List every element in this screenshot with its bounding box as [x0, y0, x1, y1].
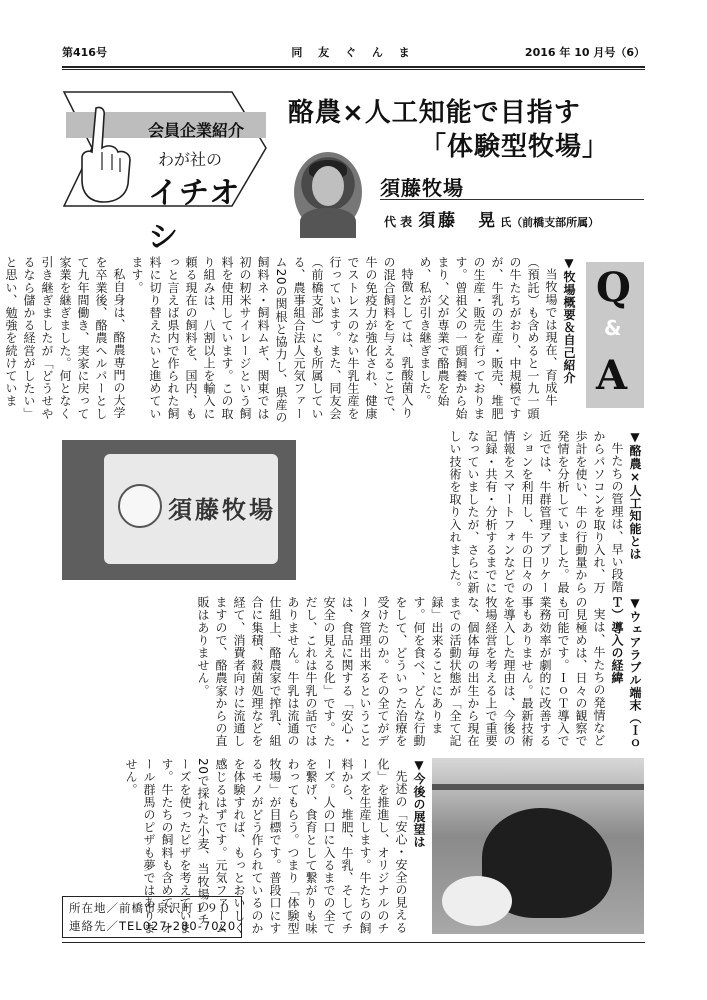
- section-heading: ▼酪農×人工知能とは: [628, 430, 642, 560]
- qa-block: [586, 262, 644, 408]
- paragraph: 私自身は、酪農専門の大学を卒業後、酪農ヘルパーとして九年間働き、実家に戻って家業を継ぎました。何となく引き継ぎましたが「どうせやるなら儲かる経営がしたい」と思い、勉強を続けていま: [4, 256, 126, 420]
- section-heading: ▼今後の展望は: [412, 758, 426, 849]
- sign-text: 須藤牧場: [168, 496, 276, 524]
- headline-line2: 「体験型牧場」: [420, 132, 610, 162]
- section-heading: ▼ウェアラブル端末（ＩｏＴ）導入の経緯: [610, 596, 642, 750]
- company-rule: [380, 199, 644, 200]
- paragraph: 牛たちの管理は、早い段階からパソコンを取り入れ、万歩計を使い、牛の行動量から発情を分析していました。最近では、牛群管理アプリケーションを利用し、牛の日々の情報をスマートフォンなどで記録・共有・分析するまでになっていましたが、さらに新しい技術を取り入れました。: [448, 430, 624, 594]
- newspaper-name: 同 友 ぐ ん ま: [291, 46, 416, 59]
- header-rule: [62, 66, 645, 68]
- rep-role: 代 表: [384, 215, 413, 229]
- pointing-hand-icon: [74, 104, 138, 204]
- paragraph: 当牧場では現在、育成牛（預託）も含めると一九一頭の牛たちがおり、中規模ですが、牛乳の生産・販売、堆肥の生産・販売を行っております。曾祖父の一頭飼養から始まり、父が専業で酪農を始め、私が引き継ぎました。: [418, 256, 558, 420]
- address-line: 所在地／前橋市泉沢町１９０: [69, 901, 232, 915]
- farm-sign-photo: [62, 440, 296, 580]
- page-header: [62, 44, 645, 64]
- section-heading: ▼牧場概要＆自己紹介: [562, 256, 576, 384]
- badge-line3: イチオシ: [148, 176, 241, 255]
- paragraph: 先述の「安心・安全の見える化」を推進し、オリジナルのチーズを生産します。牛たちの飼料から、堆肥、牛乳、そしてチーズ。人の口に入るまでの全てを繋げ、食育として繋がりも味わってもらう。つまり「体験型牧場」が目標です。普段口にするモノがどう作られているのかを体験すれば、もっとおいしく感じるはずです。元気ファーム20で採れた小麦、当牧場のチーズを使ったピザを考えています。牛たちの飼料も含めて、オール群馬のピザも夢ではありません。: [124, 758, 408, 935]
- headline-line1: 酪農×人工知能で目指す: [288, 98, 581, 128]
- rep-suffix: 氏: [500, 216, 512, 229]
- article-middle: [312, 430, 644, 600]
- contact-line: 連絡先／TEL027-280-7020: [69, 919, 237, 933]
- article-bottom: [62, 596, 644, 750]
- issue-date: 2016 年 10 月号（6）: [524, 46, 645, 59]
- issue-number: 第416号: [62, 46, 107, 59]
- rep-name: 須藤 晃: [418, 211, 499, 231]
- footer-rule: [62, 942, 645, 943]
- qa-q: Q: [596, 264, 631, 311]
- badge-line2: わが社の: [158, 150, 223, 169]
- badge-line1: 会員企業紹介: [148, 121, 245, 140]
- paragraph: 実は、牛たちの発情などの見極めは、日々の観察でも可能です。ＩｏＴ導入で業務効率が劇的に改善する事もありません。最新技術を導入した理由は、今後の牧場経営を考える上で重要な、個体毎の出生から現在までの活動状態が「全て記録」出来ることにあります。何を食べ、どんな行動をして、どういった治療を受けたのか。その全てがデータ管理出来るということは、食品に関する「安心・安全の見える化」です。ただし、これは牛乳の話ではありません。牛乳は流通の仕組上、酪農家で搾乳、組合に集積、殺菌処理などを経て、消費者向けに流通しますので、酪農家からの直販はありません。: [196, 596, 606, 748]
- company-name: 須藤牧場: [380, 176, 464, 200]
- qa-a: A: [596, 352, 628, 399]
- cow-photo: [432, 758, 644, 934]
- address-box: [62, 896, 242, 938]
- farm-logo-icon: [118, 484, 162, 528]
- representative-line: [384, 206, 599, 231]
- representative-photo: [294, 152, 362, 232]
- rep-branch: （前橋支部所属）: [511, 216, 600, 229]
- article-top: [4, 256, 578, 428]
- header-rule-thin: [62, 69, 645, 70]
- qa-amp: &: [604, 316, 622, 340]
- member-intro-badge: [62, 88, 268, 255]
- paragraph: 特徴としては、乳酸菌入りの混合飼料を与えることで、牛の免疫力が強化され、健康でストレスのない牛乳生産を行っています。また、同友会（前橋支部）にも所属している、農事組合法人元気ファーム20の関根と協力し、県産の飼料ネ・飼料ムギ、関東では初の籾米サイレージという飼料を使用しています。この取り組みは、八割以上を輸入に頼る現在の飼料を、国内、もっと言えば県内で作られた飼料に切り替えたいと進めています。: [130, 256, 414, 424]
